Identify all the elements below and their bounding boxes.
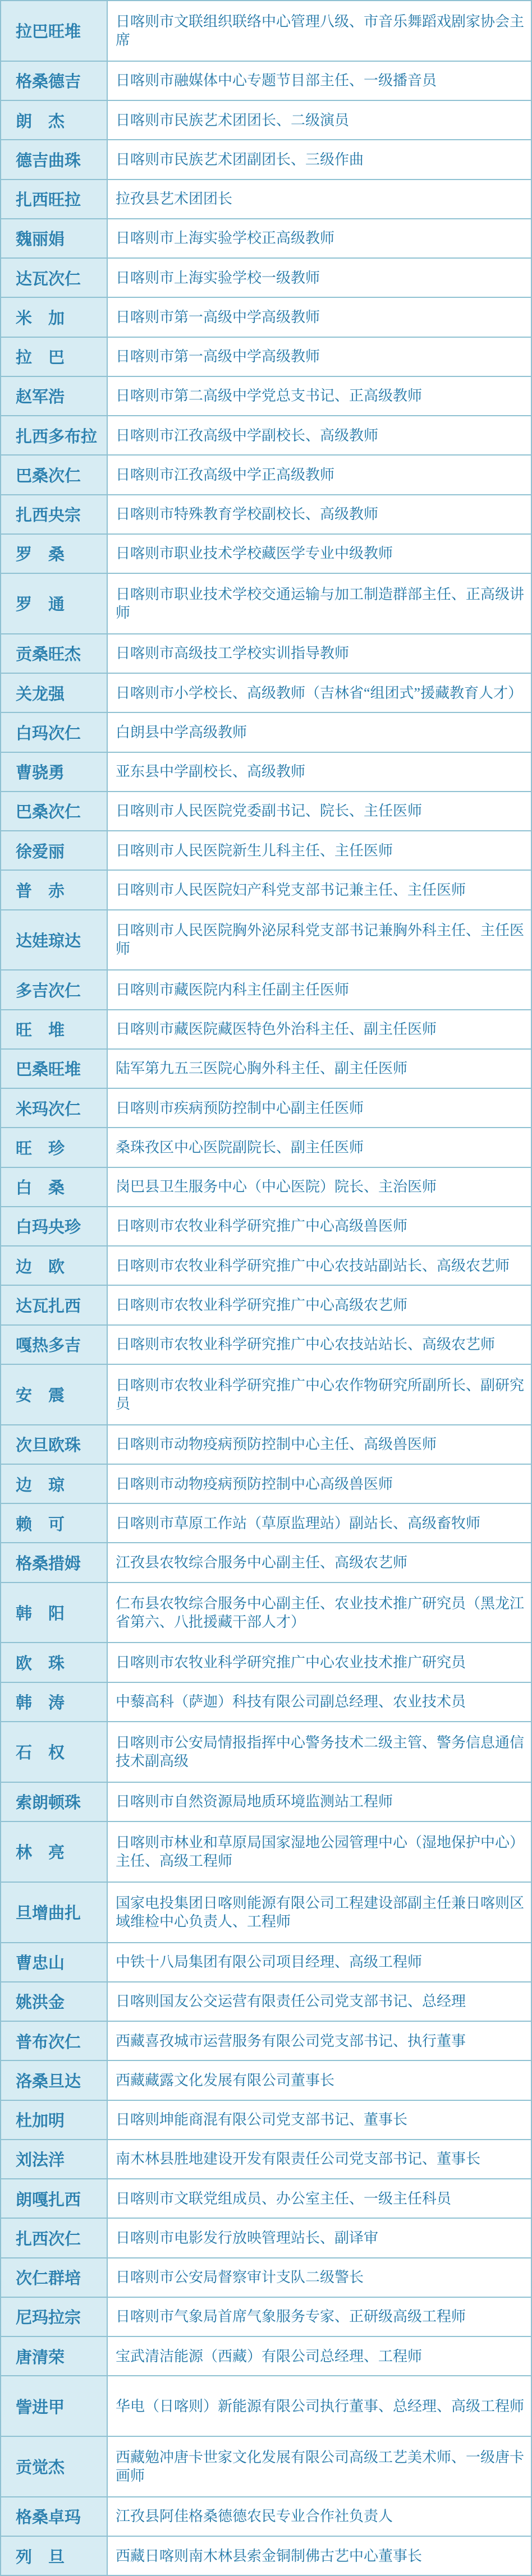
person-title-text: 华电（日喀则）新能源有限公司执行董事、总经理、高级工程师 (116, 2398, 525, 2414)
person-title-text: 日喀则市气象局首席气象服务专家、正研级高级工程师 (116, 2308, 466, 2325)
person-title (108, 62, 531, 100)
table-row (1, 1128, 531, 1167)
person-name: 欧 珠 (1, 1643, 108, 1681)
table-row (1, 2376, 531, 2437)
table-row (1, 1326, 531, 1365)
person-title-text: 江孜县阿佳格桑德德农民专业合作社负责人 (116, 2508, 393, 2525)
person-name: 普 赤 (1, 871, 108, 909)
person-name: 拉巴旺堆 (1, 1, 108, 61)
person-title-text: 日喀则市职业技术学校藏医学专业中级教师 (116, 545, 393, 562)
person-name: 朗 杰 (1, 101, 108, 139)
table-row (1, 1286, 531, 1325)
person-name: 曹忠山 (1, 1943, 108, 1981)
person-title-text: 日喀则市江孜高级中学正高级教师 (116, 466, 335, 483)
person-title-text: 亚东县中学副校长、高级教师 (116, 763, 306, 780)
table-row (1, 574, 531, 634)
table-row (1, 2061, 531, 2100)
person-name: 林 亮 (1, 1822, 108, 1882)
person-name: 魏丽娟 (1, 219, 108, 257)
person-title (108, 1168, 531, 1206)
person-title (108, 970, 531, 1009)
person-title (108, 1, 531, 61)
person-title (108, 1883, 531, 1942)
person-title (108, 1683, 531, 1721)
person-title (108, 2219, 531, 2257)
table-row (1, 1465, 531, 1504)
table-row (1, 792, 531, 831)
person-title (108, 535, 531, 573)
person-title (108, 1543, 531, 1581)
person-title (108, 2061, 531, 2099)
person-title-text: 日喀则市农牧业科学研究推广中心农业技术推广研究员 (116, 1654, 466, 1671)
person-title (108, 1504, 531, 1542)
person-title (108, 1326, 531, 1364)
table-row (1, 219, 531, 259)
table-row (1, 2258, 531, 2298)
person-title-text: 日喀则市上海实验学校一级教师 (116, 269, 320, 286)
person-name: 次旦欧珠 (1, 1425, 108, 1464)
person-title-text: 岗巴县卫生服务中心（中心医院）院长、主治医师 (116, 1179, 437, 1195)
person-title-text: 中铁十八局集团有限公司项目经理、高级工程师 (116, 1954, 423, 1971)
person-title-text: 日喀则市公安局情报指挥中心警务技术二级主管、警务信息通信技术副高级 (116, 1734, 525, 1769)
person-name: 姚洪金 (1, 1982, 108, 2021)
person-title-text: 西藏勉冲唐卡世家文化发展有限公司高级工艺美术师、一级唐卡画师 (116, 2449, 525, 2484)
person-title-text: 国家电投集团日喀则能源有限公司工程建设部副主任兼日喀则区域维检中心负责人、工程师 (116, 1894, 525, 1930)
table-row (1, 298, 531, 337)
person-title-text: 日喀则市疾病预防控制中心副主任医师 (116, 1100, 364, 1116)
person-title-text: 日喀则市高级技工学校实训指导教师 (116, 645, 350, 662)
table-row (1, 1643, 531, 1682)
person-name: 达娃琼达 (1, 910, 108, 970)
person-name: 索朗顿珠 (1, 1783, 108, 1821)
person-name: 白玛央珍 (1, 1207, 108, 1245)
person-title-text: 日喀则市职业技术学校交通运输与加工制造群部主任、正高级讲师 (116, 586, 525, 621)
person-title (108, 1822, 531, 1882)
person-title (108, 1583, 531, 1643)
person-title-text: 日喀则市文联党组成员、办公室主任、一级主任科员 (116, 2190, 452, 2207)
person-name: 列 旦 (1, 2537, 108, 2575)
table-row (1, 1168, 531, 1207)
person-title (108, 2179, 531, 2218)
person-name: 格桑卓玛 (1, 2497, 108, 2536)
table-row (1, 1822, 531, 1883)
table-row (1, 1246, 531, 1286)
person-title-text: 日喀则市人民医院新生儿科主任、主任医师 (116, 842, 393, 859)
table-row (1, 871, 531, 910)
table-row (1, 1050, 531, 1089)
person-title-text: 日喀则市特殊教育学校副校长、高级教师 (116, 506, 379, 523)
person-title (108, 713, 531, 751)
person-title (108, 792, 531, 830)
person-title (108, 1050, 531, 1088)
person-title (108, 1207, 531, 1245)
person-title (108, 1722, 531, 1782)
person-name: 达瓦扎西 (1, 1286, 108, 1324)
person-title (108, 2337, 531, 2375)
person-title-text: 日喀则市藏医院藏医特色外治科主任、副主任医师 (116, 1021, 437, 1038)
person-title-text: 日喀则市林业和草原局国家湿地公园管理中心（湿地保护中心）主任、高级工程师 (116, 1834, 525, 1869)
person-title (108, 1643, 531, 1681)
table-row (1, 1365, 531, 1425)
person-title (108, 910, 531, 970)
person-title-text: 日喀则市藏医院内科主任副主任医师 (116, 981, 350, 998)
person-name: 嘎热多吉 (1, 1326, 108, 1364)
person-title (108, 456, 531, 494)
person-name: 贡觉杰 (1, 2437, 108, 2496)
person-title-text: 日喀则市农牧业科学研究推广中心农技站站长、高级农艺师 (116, 1336, 496, 1353)
table-row (1, 970, 531, 1010)
person-name: 白 桑 (1, 1168, 108, 1206)
person-name: 旦增曲扎 (1, 1883, 108, 1942)
person-title (108, 180, 531, 218)
person-title (108, 574, 531, 633)
person-name: 旺 珍 (1, 1128, 108, 1166)
person-name: 赖 可 (1, 1504, 108, 1542)
table-row (1, 180, 531, 219)
person-title (108, 2022, 531, 2060)
person-name: 徐爱丽 (1, 831, 108, 870)
table-row (1, 140, 531, 180)
person-title-text: 仁布县农牧综合服务中心副主任、农业技术推广研究员（黑龙江省第六、八批援藏干部人才） (116, 1595, 525, 1630)
person-name: 扎西次仁 (1, 2219, 108, 2257)
person-title (108, 219, 531, 257)
table-row (1, 2219, 531, 2258)
person-title-text: 日喀则国友公交运营有限责任公司党支部书记、总经理 (116, 1993, 466, 2010)
person-name: 巴桑次仁 (1, 792, 108, 830)
person-name: 罗 桑 (1, 535, 108, 573)
table-row (1, 753, 531, 792)
person-name: 扎西央宗 (1, 495, 108, 533)
table-row (1, 62, 531, 101)
person-title-text: 日喀则市第二高级中学党总支书记、正高级教师 (116, 388, 423, 404)
person-title-text: 西藏藏露文化发展有限公司董事长 (116, 2072, 335, 2089)
person-title (108, 1425, 531, 1464)
person-title (108, 2101, 531, 2139)
person-title-text: 西藏喜孜城市运营服务有限公司党支部书记、执行董事 (116, 2032, 466, 2049)
person-title-text: 白朗县中学高级教师 (116, 724, 247, 740)
table-row (1, 456, 531, 495)
person-name: 唐清荣 (1, 2337, 108, 2375)
person-title (108, 753, 531, 791)
person-title (108, 1365, 531, 1424)
person-title-text: 中藜高科（萨迦）科技有限公司副总经理、农业技术员 (116, 1694, 466, 1710)
table-row (1, 634, 531, 674)
person-title-text: 日喀则市融媒体中心专题节目部主任、一级播音员 (116, 72, 437, 89)
person-name: 石 权 (1, 1722, 108, 1782)
person-title (108, 2298, 531, 2336)
person-title-text: 日喀则市第一高级中学高级教师 (116, 348, 320, 365)
person-title-text: 日喀则市人民医院党委副书记、院长、主任医师 (116, 803, 423, 820)
person-title (108, 1286, 531, 1324)
person-title (108, 377, 531, 415)
person-name: 韩 涛 (1, 1683, 108, 1721)
table-row (1, 101, 531, 140)
table-row (1, 674, 531, 713)
person-title (108, 1128, 531, 1166)
person-title-text: 陆军第九五三医院心胸外科主任、副主任医师 (116, 1060, 408, 1077)
person-title-text: 日喀则市草原工作站（草原监理站）副站长、高级畜牧师 (116, 1515, 481, 1531)
person-title (108, 1010, 531, 1048)
person-title (108, 2497, 531, 2536)
person-title-text: 日喀则市动物疫病预防控制中心高级兽医师 (116, 1475, 393, 1492)
person-name: 安 震 (1, 1365, 108, 1424)
table-row (1, 377, 531, 416)
table-row (1, 1425, 531, 1465)
person-name: 次仁群培 (1, 2258, 108, 2297)
person-title (108, 2437, 531, 2496)
person-name: 边 琼 (1, 1465, 108, 1503)
person-title-text: 日喀则市上海实验学校正高级教师 (116, 230, 335, 247)
person-title-text: 日喀则市农牧业科学研究推广中心高级农艺师 (116, 1296, 408, 1313)
table-row (1, 1543, 531, 1583)
person-name: 巴桑旺堆 (1, 1050, 108, 1088)
person-title-text: 日喀则市民族艺术团团长、二级演员 (116, 112, 350, 128)
table-row (1, 338, 531, 377)
person-name: 赵军浩 (1, 377, 108, 415)
table-row (1, 1504, 531, 1543)
person-title-text: 拉孜县艺术团团长 (116, 191, 233, 208)
table-row (1, 2179, 531, 2219)
person-name: 德吉曲珠 (1, 140, 108, 178)
person-title-text: 日喀则市公安局督察审计支队二级警长 (116, 2269, 364, 2286)
person-title-text: 宝武清洁能源（西藏）有限公司总经理、工程师 (116, 2348, 423, 2365)
person-name: 多吉次仁 (1, 970, 108, 1009)
person-name: 米玛次仁 (1, 1089, 108, 1127)
person-name: 达瓦次仁 (1, 259, 108, 297)
person-name: 朗嘎扎西 (1, 2179, 108, 2218)
person-name: 巴桑次仁 (1, 456, 108, 494)
person-title (108, 674, 531, 712)
person-name: 訾进甲 (1, 2376, 108, 2436)
person-name: 旺 堆 (1, 1010, 108, 1048)
table-row (1, 1089, 531, 1128)
table-row (1, 1683, 531, 1722)
person-title (108, 2140, 531, 2178)
table-row (1, 259, 531, 298)
person-title (108, 1783, 531, 1821)
person-name: 边 欧 (1, 1246, 108, 1285)
person-title (108, 1089, 531, 1127)
person-title (108, 101, 531, 139)
person-title-text: 日喀则市电影发行放映管理站长、副译审 (116, 2229, 379, 2246)
person-title (108, 634, 531, 673)
person-name: 米 加 (1, 298, 108, 336)
person-title-text: 桑珠孜区中心医院副院长、副主任医师 (116, 1139, 364, 1156)
table-row (1, 910, 531, 971)
table-row (1, 1783, 531, 1822)
table-row (1, 2537, 531, 2576)
person-name: 杜加明 (1, 2101, 108, 2139)
person-name: 贡桑旺杰 (1, 634, 108, 673)
table-row (1, 1722, 531, 1783)
person-name: 尼玛拉宗 (1, 2298, 108, 2336)
person-title-text: 日喀则市文联组织联络中心管理八级、市音乐舞蹈戏剧家协会主席 (116, 13, 525, 48)
person-name: 拉 巴 (1, 338, 108, 376)
person-name: 扎西旺拉 (1, 180, 108, 218)
person-name: 洛桑旦达 (1, 2061, 108, 2099)
person-title (108, 2376, 531, 2436)
table-row (1, 713, 531, 752)
table-row (1, 2101, 531, 2140)
person-name: 曹骁勇 (1, 753, 108, 791)
person-title (108, 1943, 531, 1981)
person-title (108, 2258, 531, 2297)
table-row (1, 2140, 531, 2179)
person-title (108, 871, 531, 909)
person-title-text: 日喀则市人民医院妇产科党支部书记兼主任、主任医师 (116, 881, 466, 898)
person-title (108, 338, 531, 376)
table-row (1, 1583, 531, 1644)
person-title (108, 1246, 531, 1285)
person-title-text: 日喀则市动物疫病预防控制中心主任、高级兽医师 (116, 1436, 437, 1453)
person-name: 罗 通 (1, 574, 108, 633)
person-title (108, 1465, 531, 1503)
person-title-text: 日喀则市江孜高级中学副校长、高级教师 (116, 427, 379, 444)
table-row (1, 1883, 531, 1943)
table-row (1, 2337, 531, 2376)
person-title-text: 日喀则市小学校长、高级教师（吉林省“组团式”援藏教育人才） (116, 684, 523, 701)
table-row (1, 416, 531, 456)
person-name: 扎西多布拉 (1, 416, 108, 454)
person-title-text: 日喀则市自然资源局地质环境监测站工程师 (116, 1793, 393, 1810)
person-title-text: 日喀则市人民医院胸外泌尿科党支部书记兼胸外科主任、主任医师 (116, 922, 525, 958)
table-row (1, 2437, 531, 2497)
person-title (108, 2537, 531, 2575)
person-title-text: 西藏日喀则南木林县索金铜制佛古艺中心董事长 (116, 2547, 423, 2564)
person-title-text: 日喀则市第一高级中学高级教师 (116, 309, 320, 325)
person-name: 关龙强 (1, 674, 108, 712)
table-row (1, 2497, 531, 2537)
table-row (1, 2298, 531, 2337)
table-row (1, 1943, 531, 1982)
person-name: 白玛次仁 (1, 713, 108, 751)
person-name: 韩 阳 (1, 1583, 108, 1643)
table-row (1, 1207, 531, 1246)
table-row (1, 2022, 531, 2061)
person-title-text: 日喀则市农牧业科学研究推广中心农作物研究所副所长、副研究员 (116, 1377, 525, 1412)
table-row (1, 535, 531, 574)
person-title (108, 298, 531, 336)
person-title-text: 江孜县农牧综合服务中心副主任、高级农艺师 (116, 1554, 408, 1571)
person-title-text: 日喀则市农牧业科学研究推广中心农技站副站长、高级农艺师 (116, 1257, 510, 1274)
table-row (1, 1010, 531, 1050)
person-title-text: 南木林县胜地建设开发有限责任公司党支部书记、董事长 (116, 2151, 481, 2168)
table-row (1, 1982, 531, 2022)
person-name: 格桑措姆 (1, 1543, 108, 1581)
table-row (1, 831, 531, 871)
person-title (108, 831, 531, 870)
table-row (1, 1, 531, 62)
person-title (108, 416, 531, 454)
person-title-text: 日喀则市民族艺术团副团长、三级作曲 (116, 151, 364, 168)
person-title (108, 140, 531, 178)
person-name: 普布次仁 (1, 2022, 108, 2060)
table-row (1, 495, 531, 535)
person-title-text: 日喀则坤能商混有限公司党支部书记、董事长 (116, 2112, 408, 2128)
person-title (108, 495, 531, 533)
person-title (108, 259, 531, 297)
person-name: 刘法洋 (1, 2140, 108, 2178)
person-name: 格桑德吉 (1, 62, 108, 100)
person-title-text: 日喀则市农牧业科学研究推广中心高级兽医师 (116, 1218, 408, 1235)
person-title (108, 1982, 531, 2021)
